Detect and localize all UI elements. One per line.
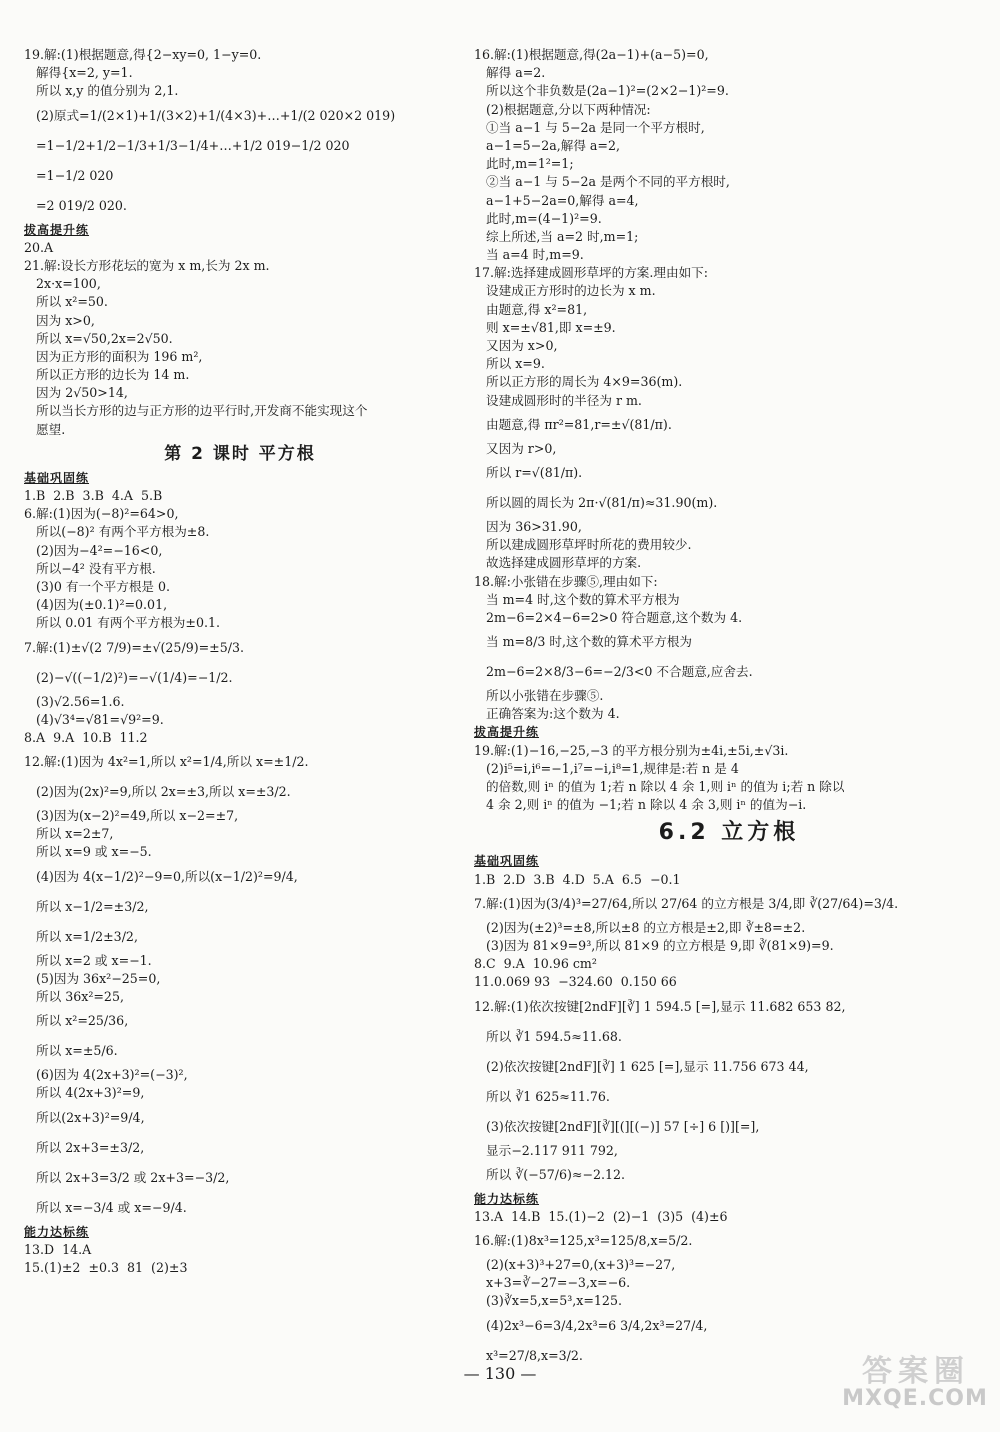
answer-line: 的倍数,则 iⁿ 的值为 1;若 n 除以 4 余 1,则 iⁿ 的值为 i;若 n 除以 bbox=[474, 779, 845, 794]
answer-line: 所以 36x²=25, bbox=[24, 989, 124, 1004]
section-heading: 拔高提升练 bbox=[24, 222, 90, 237]
answer-line: 所以 4(2x+3)²=9, bbox=[24, 1085, 145, 1101]
answer-line: 所以 ∛(−57/6)≈−2.12. bbox=[474, 1166, 626, 1182]
answer-line: 又因为 r>0, bbox=[474, 440, 557, 456]
answer-line: 愿望. bbox=[24, 421, 66, 437]
answer-line: 所以 x=±5/6. bbox=[24, 1043, 118, 1059]
answer-line: 6.解:(1)因为(−8)²=64>0, bbox=[24, 506, 179, 522]
answer-line: 当 m=8/3 时,这个数的算术平方根为 bbox=[474, 634, 692, 650]
answer-line: (4)2x³−6=3/4,2x³=6 3/4,2x³=27/4, bbox=[474, 1317, 708, 1333]
answer-line: 所以(−8)² 有两个平方根为±8. bbox=[24, 524, 210, 540]
answer-line: 7.解:(1)±√(2 7/9)=±√(25/9)=±5/3. bbox=[24, 639, 244, 655]
answer-line: (4)因为 4(x−1/2)²−9=0,所以(x−1/2)²=9/4, bbox=[24, 868, 298, 884]
answer-line: 1.B 2.D 3.B 4.D 5.A 6.5 −0.1 bbox=[474, 871, 681, 887]
answer-line: 所以正方形的周长为 4×9=36(m). bbox=[474, 374, 683, 390]
answer-line: 12.解:(1)依次按键[2ndF][∛] 1 594.5 [=],显示 11.682 653 82, bbox=[474, 998, 846, 1014]
answer-line: 11.0.069 93 −324.60 0.150 66 bbox=[474, 974, 677, 990]
left-column bbox=[24, 46, 456, 1277]
answer-line: =2 019/2 020. bbox=[24, 197, 127, 213]
chapter-title: 6.2 立方根 bbox=[658, 820, 800, 846]
answer-line: 所以 2x+3=±3/2, bbox=[24, 1139, 145, 1155]
right-column bbox=[474, 46, 984, 1371]
answer-line: a−1=5−2a,解得 a=2, bbox=[474, 137, 620, 153]
answer-line: =1−1/2+1/2−1/3+1/3−1/4+…+1/2 019−1/2 020 bbox=[24, 137, 350, 153]
answer-line: 2m−6=2×8/3−6=−2/3<0 不合题意,应舍去. bbox=[474, 664, 753, 680]
answer-line: 所以 2x+3=3/2 或 2x+3=−3/2, bbox=[24, 1169, 230, 1185]
answer-line: 此时,m=1²=1; bbox=[474, 156, 574, 172]
answer-line: 因为 2√50>14, bbox=[24, 385, 128, 401]
answer-line: 13.D 14.A bbox=[24, 1241, 92, 1257]
answer-line: 所以 x=9. bbox=[474, 356, 545, 372]
answer-line: (5)因为 36x²−25=0, bbox=[24, 970, 161, 986]
answer-line: 所以 x,y 的值分别为 2,1. bbox=[24, 83, 179, 99]
answer-line: 由题意,得 x²=81, bbox=[474, 301, 588, 317]
watermark: MXQE.COM bbox=[842, 1386, 988, 1411]
watermark-logo: 答案圈 bbox=[862, 1354, 970, 1389]
answer-line: 7.解:(1)因为(3/4)³=27/64,所以 27/64 的立方根是 3/4,即 ∛(27/64)=3/4. bbox=[474, 895, 899, 911]
answer-line: 19.解:(1)根据题意,得{2−xy=0, 1−y=0. bbox=[24, 47, 262, 62]
answer-line: (2)i⁵=i,i⁶=−1,i⁷=−i,i⁸=1,规律是:若 n 是 4 bbox=[474, 760, 739, 776]
answer-line: 所以 x²=25/36, bbox=[24, 1013, 129, 1029]
answer-line: 所以 ∛1 625≈11.76. bbox=[474, 1088, 610, 1104]
answer-line: 综上所述,当 a=2 时,m=1; bbox=[474, 228, 639, 244]
answer-line: 正确答案为:这个数为 4. bbox=[474, 706, 620, 722]
answer-line: x+3=∛−27=−3,x=−6. bbox=[474, 1275, 631, 1291]
answer-line: (2)依次按键[2ndF][∛] 1 625 [=],显示 11.756 673 44, bbox=[474, 1058, 809, 1074]
answer-line: 又因为 x>0, bbox=[474, 338, 558, 353]
answer-line: (3)0 有一个平方根是 0. bbox=[24, 578, 171, 594]
section-heading: 能力达标练 bbox=[474, 1191, 540, 1206]
answer-line: 8.A 9.A 10.B 11.2 bbox=[24, 729, 148, 745]
answer-line: 19.解:(1)−16,−25,−3 的平方根分别为±4i,±5i,±√3i. bbox=[474, 742, 789, 758]
answer-line: 13.A 14.B 15.(1)−2 (2)−1 (3)5 (4)±6 bbox=[474, 1208, 728, 1224]
answer-line: (4)√3⁴=√81=√9²=9. bbox=[24, 711, 164, 727]
answer-line: 18.解:小张错在步骤⑤,理由如下: bbox=[474, 573, 658, 589]
answer-line: 因为 36>31.90, bbox=[474, 518, 582, 534]
answer-line: 所以 ∛1 594.5≈11.68. bbox=[474, 1028, 622, 1044]
answer-line: 所以 x=2 或 x=−1. bbox=[24, 952, 152, 968]
answer-line: 由题意,得 πr²=81,r=±√(81/π). bbox=[474, 416, 672, 432]
answer-line: (6)因为 4(2x+3)²=(−3)², bbox=[24, 1067, 188, 1083]
answer-line: 当 m=4 时,这个数的算术平方根为 bbox=[474, 591, 680, 607]
answer-line: 解得 a=2. bbox=[474, 65, 546, 81]
answer-line: 16.解:(1)根据题意,得(2a−1)+(a−5)=0, bbox=[474, 47, 709, 62]
answer-line: 因为 x>0, bbox=[24, 312, 95, 328]
answer-line: (2)因为−4²=−16<0, bbox=[24, 542, 163, 558]
answer-line: 4 余 2,则 iⁿ 的值为 −1;若 n 除以 4 余 3,则 iⁿ 的值为−i. bbox=[474, 797, 807, 813]
answer-line: (3)√2.56=1.6. bbox=[24, 693, 125, 709]
answer-line: 所以小张错在步骤⑤. bbox=[474, 688, 604, 704]
answer-line: 1.B 2.B 3.B 4.A 5.B bbox=[24, 488, 163, 503]
answer-line: ①当 a−1 与 5−2a 是同一个平方根时, bbox=[474, 119, 705, 135]
answer-line: 所以 x=9 或 x=−5. bbox=[24, 844, 152, 860]
section-heading: 基础巩固练 bbox=[24, 470, 90, 485]
answer-line: 所以 x=1/2±3/2, bbox=[24, 928, 138, 944]
answer-line: 8.C 9.A 10.96 cm² bbox=[474, 956, 597, 972]
answer-line: 12.解:(1)因为 4x²=1,所以 x²=1/4,所以 x=±1/2. bbox=[24, 754, 309, 770]
answer-line: 所以当长方形的边与正方形的边平行时,开发商不能实现这个 bbox=[24, 403, 368, 419]
answer-line: =1−1/2 020 bbox=[24, 167, 114, 183]
answer-line: (2)(x+3)³+27=0,(x+3)³=−27, bbox=[474, 1257, 676, 1273]
answer-line: (4)因为(±0.1)²=0.01, bbox=[24, 597, 168, 613]
answer-line: 设建成正方形时的边长为 x m. bbox=[474, 283, 656, 299]
answer-line: 所以建成圆形草坪时所花的费用较少. bbox=[474, 537, 692, 553]
answer-line: ②当 a−1 与 5−2a 是两个不同的平方根时, bbox=[474, 174, 730, 190]
answer-line: 所以正方形的边长为 14 m. bbox=[24, 367, 190, 383]
answer-line: 20.A bbox=[24, 239, 54, 255]
answer-line: (2)因为(2x)²=9,所以 2x=±3,所以 x=±3/2. bbox=[24, 784, 291, 800]
answer-line: 2x·x=100, bbox=[24, 276, 101, 292]
answer-line: 所以 x=2±7, bbox=[24, 826, 114, 842]
answer-line: 所以−4² 没有平方根. bbox=[24, 560, 156, 576]
section-heading: 能力达标练 bbox=[24, 1224, 90, 1239]
answer-line: 所以 x−1/2=±3/2, bbox=[24, 898, 149, 914]
answer-line: 17.解:选择建成圆形草坪的方案.理由如下: bbox=[474, 265, 709, 281]
answer-line: a−1+5−2a=0,解得 a=4, bbox=[474, 192, 639, 208]
answer-line: 因为正方形的面积为 196 m², bbox=[24, 348, 203, 364]
answer-line: 15.(1)±2 ±0.3 81 (2)±3 bbox=[24, 1259, 188, 1275]
answer-line: 所以 x²=50. bbox=[24, 294, 108, 310]
lesson-title: 第 2 课时 平方根 bbox=[164, 443, 316, 464]
answer-line: 设建成圆形时的半径为 r m. bbox=[474, 392, 642, 408]
section-heading: 拔高提升练 bbox=[474, 725, 540, 740]
answer-line: (2)根据题意,分以下两种情况: bbox=[474, 101, 651, 117]
answer-line: 16.解:(1)8x³=125,x³=125/8,x=5/2. bbox=[474, 1233, 693, 1249]
page-number: — 130 — bbox=[463, 1364, 537, 1383]
answer-line: 所以 x=√50,2x=2√50. bbox=[24, 330, 173, 346]
answer-line: (3)∛x=5,x=5³,x=125. bbox=[474, 1293, 622, 1309]
answer-line: 解得{x=2, y=1. bbox=[24, 65, 133, 81]
answer-line: 所以圆的周长为 2π·√(81/π)≈31.90(m). bbox=[474, 494, 718, 510]
answer-line: (3)依次按键[2ndF][∛][(][(−)] 57 [÷] 6 [)][=], bbox=[474, 1118, 760, 1134]
answer-line: 2m−6=2×4−6=2>0 符合题意,这个数为 4. bbox=[474, 609, 743, 625]
answer-line: 所以 r=√(81/π). bbox=[474, 464, 583, 480]
answer-line: x³=27/8,x=3/2. bbox=[474, 1347, 583, 1363]
answer-line: 21.解:设长方形花坛的宽为 x m,长为 2x m. bbox=[24, 257, 270, 273]
answer-line: 故选择建成圆形草坪的方案. bbox=[474, 555, 642, 571]
answer-line: 所以(2x+3)²=9/4, bbox=[24, 1109, 145, 1125]
answer-line: 所以 x=−3/4 或 x=−9/4. bbox=[24, 1199, 187, 1215]
answer-line: (2)因为(±2)³=±8,所以±8 的立方根是±2,即 ∛±8=±2. bbox=[474, 919, 806, 935]
answer-line: 所以 0.01 有两个平方根为±0.1. bbox=[24, 615, 220, 631]
answer-line: (3)因为(x−2)²=49,所以 x−2=±7, bbox=[24, 808, 239, 824]
answer-line: 显示−2.117 911 792, bbox=[474, 1142, 618, 1158]
answer-line: (3)因为 81×9=9³,所以 81×9 的立方根是 9,即 ∛(81×9)=9. bbox=[474, 937, 834, 953]
answer-line: (2)−√((−1/2)²)=−√(1/4)=−1/2. bbox=[24, 669, 233, 685]
answer-line: 则 x=±√81,即 x=±9. bbox=[474, 319, 616, 335]
answer-line: 当 a=4 时,m=9. bbox=[474, 247, 584, 263]
answer-line: 此时,m=(4−1)²=9. bbox=[474, 210, 602, 226]
answer-line: 所以这个非负数是(2a−1)²=(2×2−1)²=9. bbox=[474, 83, 729, 99]
section-heading: 基础巩固练 bbox=[474, 854, 540, 869]
answer-line: (2)原式=1/(2×1)+1/(3×2)+1/(4×3)+…+1/(2 020×2 019) bbox=[24, 107, 396, 123]
